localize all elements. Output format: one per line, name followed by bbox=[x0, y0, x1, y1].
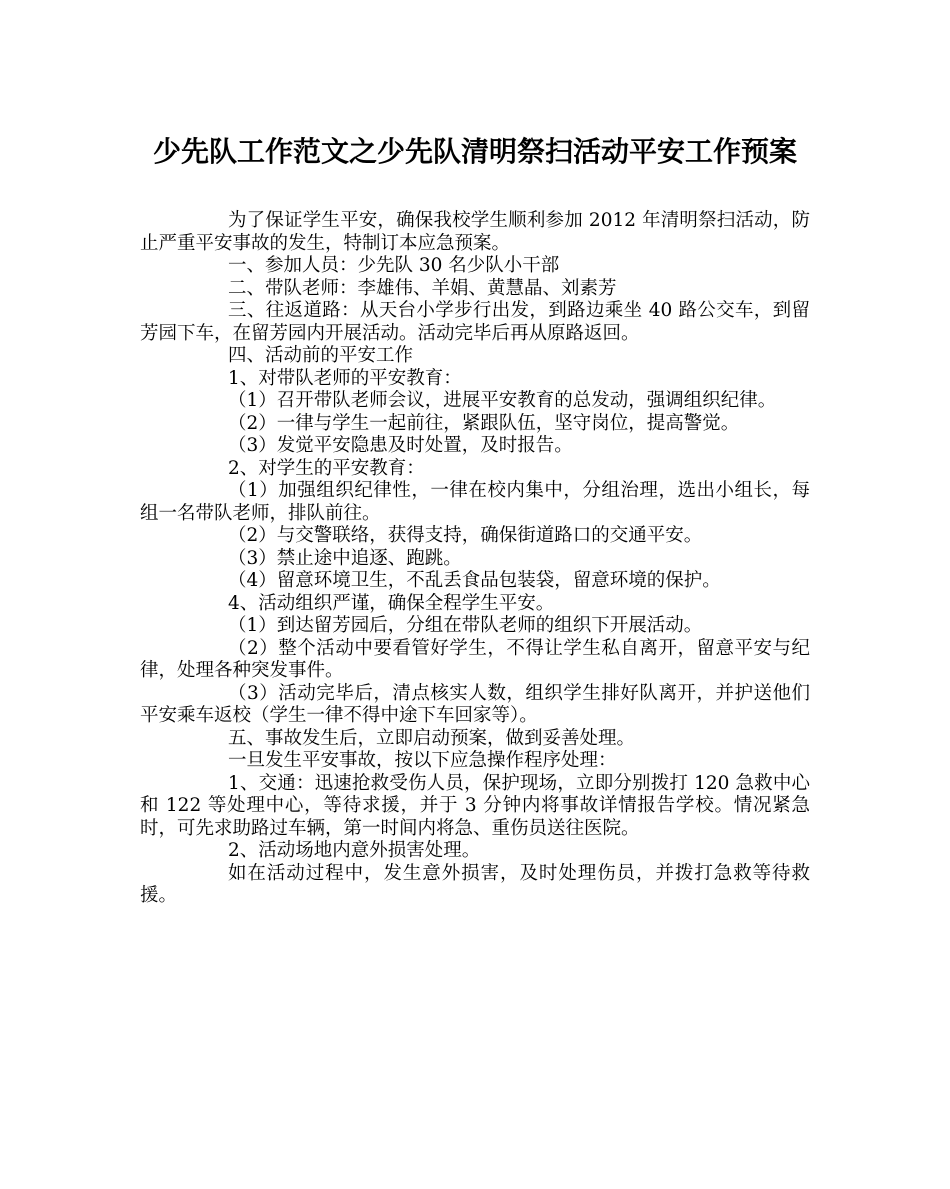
list-item: （1）召开带队老师会议，进展平安教育的总发动，强调组织纪律。 bbox=[228, 390, 777, 411]
list-item: （2）一律与学生一起前往，紧跟队伍，坚守岗位，提高警觉。 bbox=[228, 412, 740, 434]
list-item: （3）禁止途中追逐、跑跳。 bbox=[228, 547, 462, 569]
subheading-student-safety: 2、对学生的平安教育： bbox=[228, 457, 425, 479]
paragraph-injury-handling: 如在活动过程中，发生意外损害，及时处理伤员，并拨打急救等待救援。 bbox=[140, 862, 810, 906]
paragraph-emergency-procedure: 一旦发生平安事故，按以下应急操作程序处理： bbox=[228, 750, 617, 771]
section-heading-pre-activity: 四、活动前的平安工作 bbox=[228, 345, 414, 366]
paragraph-route: 三、往返道路：从天台小学步行出发，到路边乘坐 40 路公交车，到留芳园下车，在留芳园内开展活动。活动完毕后再从原路返回。 bbox=[140, 300, 810, 344]
list-item: （2）与交警联络，获得支持，确保街道路口的交通平安。 bbox=[228, 525, 703, 546]
list-item: （3）发觉平安隐患及时处置，及时报告。 bbox=[228, 435, 573, 456]
list-item: （2）整个活动中要看管好学生，不得让学生私自离开，留意平安与纪律，处理各种突发事件。 bbox=[140, 637, 810, 681]
paragraph-leaders: 二、带队老师：李雄伟、羊娟、黄慧晶、刘素芳 bbox=[228, 277, 617, 299]
subheading-venue-injury: 2、活动场地内意外损害处理。 bbox=[228, 840, 481, 861]
list-item: （4）留意环境卫生，不乱丢食品包装袋，留意环境的保护。 bbox=[228, 570, 721, 591]
paragraph-traffic: 1、交通：迅速抢救受伤人员，保护现场，立即分别拨打 120 急救中心和 122 等处理中心，等待求援，并于 3 分钟内将事故详情报告学校。情况紧急时，可先求助路过车辆，第一时间内将急、重伤员送往医院。 bbox=[140, 772, 810, 839]
document-body bbox=[140, 210, 810, 908]
paragraph-intro: 为了保证学生平安，确保我校学生顺利参加 2012 年清明祭扫活动，防止严重平安事故的发生，特制订本应急预案。 bbox=[140, 210, 810, 254]
list-item: （3）活动完毕后，清点核实人数，组织学生排好队离开，并护送他们平安乘车返校（学生一律不得中途下车回家等）。 bbox=[140, 682, 810, 726]
section-heading-after-accident: 五、事故发生后，立即启动预案，做到妥善处理。 bbox=[228, 727, 636, 749]
list-item: （1）到达留芳园后，分组在带队老师的组织下开展活动。 bbox=[228, 615, 703, 636]
document-title: 少先队工作范文之少先队清明祭扫活动平安工作预案 bbox=[152, 135, 797, 168]
paragraph-participants: 一、参加人员：少先队 30 名少队小干部 bbox=[228, 255, 560, 276]
list-item: （1）加强组织纪律性，一律在校内集中，分组治理，选出小组长，每组一名带队老师，排队前往。 bbox=[140, 480, 810, 524]
subheading-teacher-safety: 1、对带队老师的平安教育： bbox=[228, 367, 462, 389]
subheading-activity-organization: 4、活动组织严谨，确保全程学生平安。 bbox=[228, 592, 555, 614]
